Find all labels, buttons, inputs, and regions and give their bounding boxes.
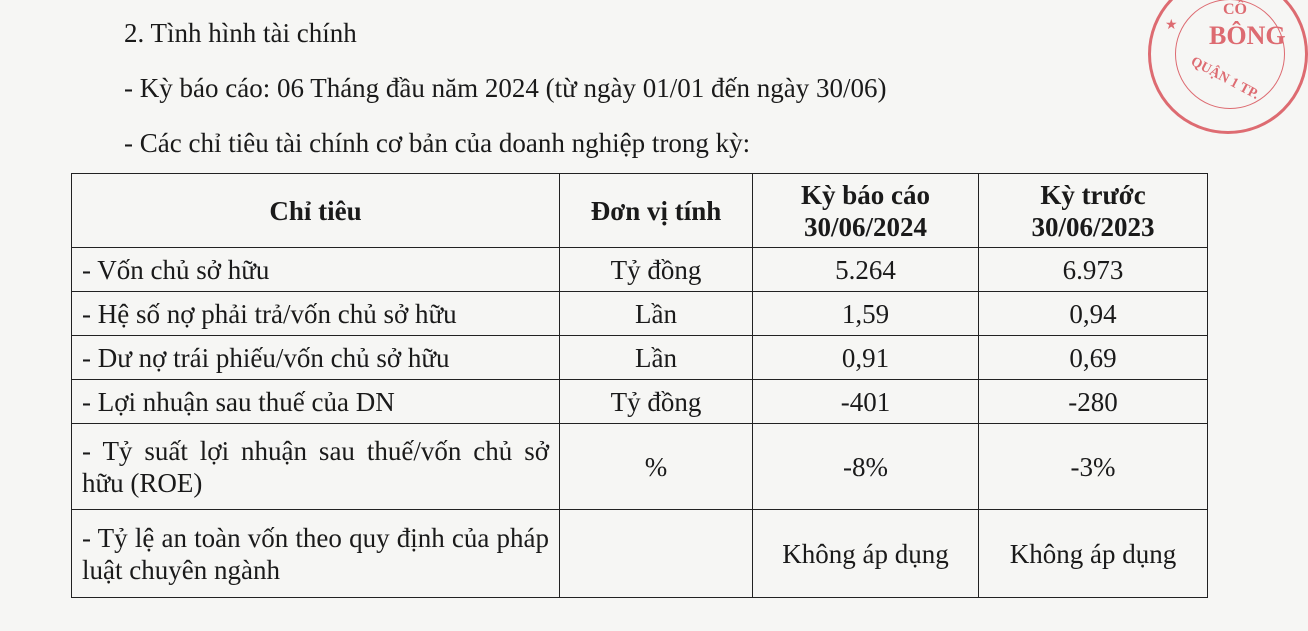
seal-bottom-text: QUẬN 1 TP. bbox=[1188, 54, 1262, 103]
table-header-row bbox=[72, 174, 1208, 248]
row-indicator: - Tỷ suất lợi nhuận sau thuế/vốn chủ sở hữu (ROE) bbox=[72, 424, 560, 510]
table-row bbox=[72, 248, 1208, 292]
row-indicator: - Vốn chủ sở hữu bbox=[72, 248, 560, 292]
financial-indicators-table bbox=[71, 173, 1208, 598]
row-indicator: - Lợi nhuận sau thuế của DN bbox=[72, 380, 560, 424]
row-indicator: - Hệ số nợ phải trả/vốn chủ sở hữu bbox=[72, 292, 560, 336]
indicators-intro: - Các chỉ tiêu tài chính cơ bản của doanh nghiệp trong kỳ: bbox=[124, 128, 751, 158]
row-unit: Tỷ đồng bbox=[560, 380, 753, 424]
table-row bbox=[72, 510, 1208, 598]
row-previous-value: 0,69 bbox=[979, 336, 1208, 380]
section-heading: 2. Tình hình tài chính bbox=[124, 18, 357, 48]
row-unit: Tỷ đồng bbox=[560, 248, 753, 292]
header-current-period: Kỳ báo cáo 30/06/2024 bbox=[753, 174, 979, 248]
header-unit: Đơn vị tính bbox=[560, 174, 753, 248]
header-indicator: Chỉ tiêu bbox=[72, 174, 560, 248]
row-unit: % bbox=[560, 424, 753, 510]
seal-top-text: CÔ bbox=[1223, 1, 1247, 18]
row-previous-value: 0,94 bbox=[979, 292, 1208, 336]
row-previous-value: -280 bbox=[979, 380, 1208, 424]
row-unit: Lần bbox=[560, 336, 753, 380]
table-row bbox=[72, 292, 1208, 336]
row-previous-value: Không áp dụng bbox=[979, 510, 1208, 598]
row-current-value: -8% bbox=[753, 424, 979, 510]
reporting-period: - Kỳ báo cáo: 06 Tháng đầu năm 2024 (từ ngày 01/01 đến ngày 30/06) bbox=[124, 73, 887, 103]
row-current-value: Không áp dụng bbox=[753, 510, 979, 598]
table-row bbox=[72, 380, 1208, 424]
row-current-value: 5.264 bbox=[753, 248, 979, 292]
row-previous-value: 6.973 bbox=[979, 248, 1208, 292]
row-previous-value: -3% bbox=[979, 424, 1208, 510]
table-row bbox=[72, 336, 1208, 380]
row-current-value: 0,91 bbox=[753, 336, 979, 380]
row-unit: Lần bbox=[560, 292, 753, 336]
row-current-value: -401 bbox=[753, 380, 979, 424]
row-indicator: - Dư nợ trái phiếu/vốn chủ sở hữu bbox=[72, 336, 560, 380]
company-seal bbox=[1148, 0, 1308, 134]
row-current-value: 1,59 bbox=[753, 292, 979, 336]
header-previous-period: Kỳ trước 30/06/2023 bbox=[979, 174, 1208, 248]
row-unit bbox=[560, 510, 753, 598]
row-indicator: - Tỷ lệ an toàn vốn theo quy định của pháp luật chuyên ngành bbox=[72, 510, 560, 598]
seal-star-icon: ★ bbox=[1165, 18, 1178, 33]
seal-main-text: BÔNG bbox=[1209, 21, 1286, 50]
table-row bbox=[72, 424, 1208, 510]
